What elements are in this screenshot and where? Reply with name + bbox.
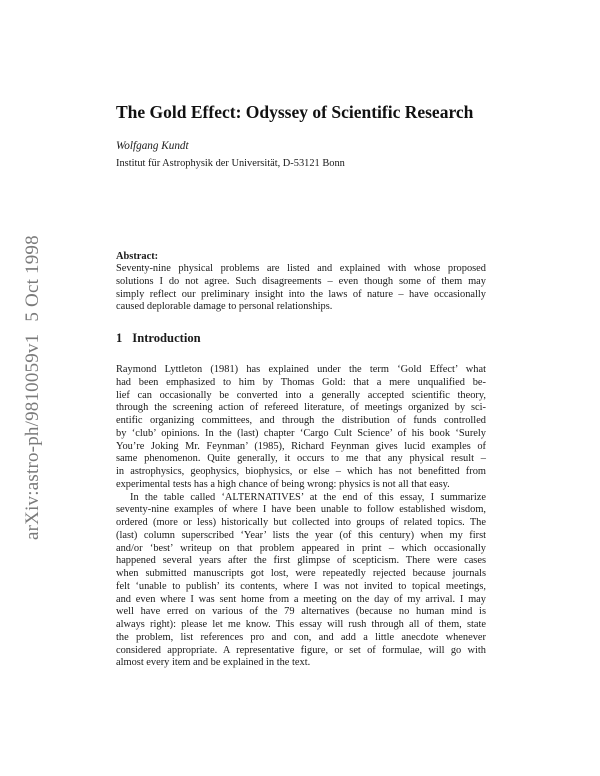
body-line: ordered (more or less) historically but collected into groups of related topics. The	[116, 517, 486, 528]
abstract-heading: Abstract:	[116, 251, 159, 262]
introduction-body	[116, 364, 486, 670]
body-line: seventy-nine examples of where I have been unable to follow established wisdom,	[116, 504, 486, 516]
body-line: and/or ‘best’ writeup on that problem appeared in print – which occasionally	[116, 542, 486, 554]
body-line: You’re Joking Mr. Feynman’ (1985), Richard Feynman gives lucid examples of	[116, 440, 486, 452]
body-line: through the screening action of refereed literature, of meetings organized by sci-	[116, 402, 486, 414]
body-line: happened several years after the first glimpse of scepticism. There were cases	[116, 555, 486, 567]
body-line: almost every item and be explained in the text.	[116, 657, 311, 669]
abstract-line: caused deplorable damage to personal relationships.	[116, 301, 333, 313]
body-line: considered appropriate. A representative figure, or set of formulae, will go with	[116, 644, 486, 656]
arxiv-identifier: arXiv:astro-ph/9810059v1	[22, 333, 43, 540]
abstract-line: solutions I do not agree. Such disagreements – even though some of them may	[116, 275, 486, 287]
section-title: Introduction	[132, 331, 201, 345]
body-line: same phenomenon. Quite generally, it occurs to me that any physical result –	[116, 453, 486, 465]
body-line: the problem, list references pro and con, and add a little anecdote whenever	[116, 631, 486, 643]
arxiv-side-stamp	[22, 235, 44, 540]
body-line: and even where I was sent home from a meeting on the day of my arrival. I may	[116, 593, 486, 605]
body-line: by ‘club’ opinions. In the (last) chapter ‘Cargo Cult Science’ of his book ‘Surely	[116, 427, 486, 439]
body-line: entific organizing committees, and through the distribution of funds controlled	[116, 415, 486, 426]
body-line: In the table called ‘ALTERNATIVES’ at the end of this essay, I summarize	[130, 491, 486, 503]
body-line: when submitted manuscripts got lost, were repeatedly rejected because journals	[116, 568, 486, 579]
abstract-line: Seventy-nine physical problems are listed and explained with whose proposed	[116, 263, 486, 274]
body-line: had been emphasized to him by Thomas Gold: that a mere unqualified be-	[116, 376, 486, 388]
body-line: lief can occasionally be converted into a generally accepted scientific theory,	[116, 389, 486, 401]
paper-affiliation: Institut für Astrophysik der Universität, D-53121 Bonn	[116, 158, 345, 169]
body-line: (last) column superscribed ‘Year’ lists the year (of this century) when my first	[116, 529, 486, 541]
section-heading	[116, 331, 201, 346]
abstract-line: simply reflect our preliminary insight into the laws of nature – have occasionally	[116, 288, 486, 300]
paragraph-2	[116, 492, 486, 671]
paper-author: Wolfgang Kundt	[116, 140, 189, 152]
paper-title: The Gold Effect: Odyssey of Scientific Research	[116, 102, 474, 122]
body-line: Raymond Lyttleton (1981) has explained under the term ‘Gold Effect’ what	[116, 364, 486, 375]
body-line: felt ‘unable to publish’ its contents, where I was not invited to topical meetings,	[116, 580, 486, 592]
paragraph-1	[116, 364, 486, 492]
body-line: experimental tests has a high chance of being wrong: physics is not all that easy.	[116, 478, 450, 490]
body-line: in astrophysics, geophysics, biophysics, or else – which has not benefitted from	[116, 466, 486, 477]
section-number: 1	[116, 331, 123, 345]
body-line: well have erred on various of the 79 alternatives (because no human mind is	[116, 606, 486, 618]
abstract-body	[116, 263, 486, 314]
body-line: always right): please let me know. This essay will rush through all of them, state	[116, 619, 486, 630]
arxiv-date: 5 Oct 1998	[22, 235, 43, 322]
